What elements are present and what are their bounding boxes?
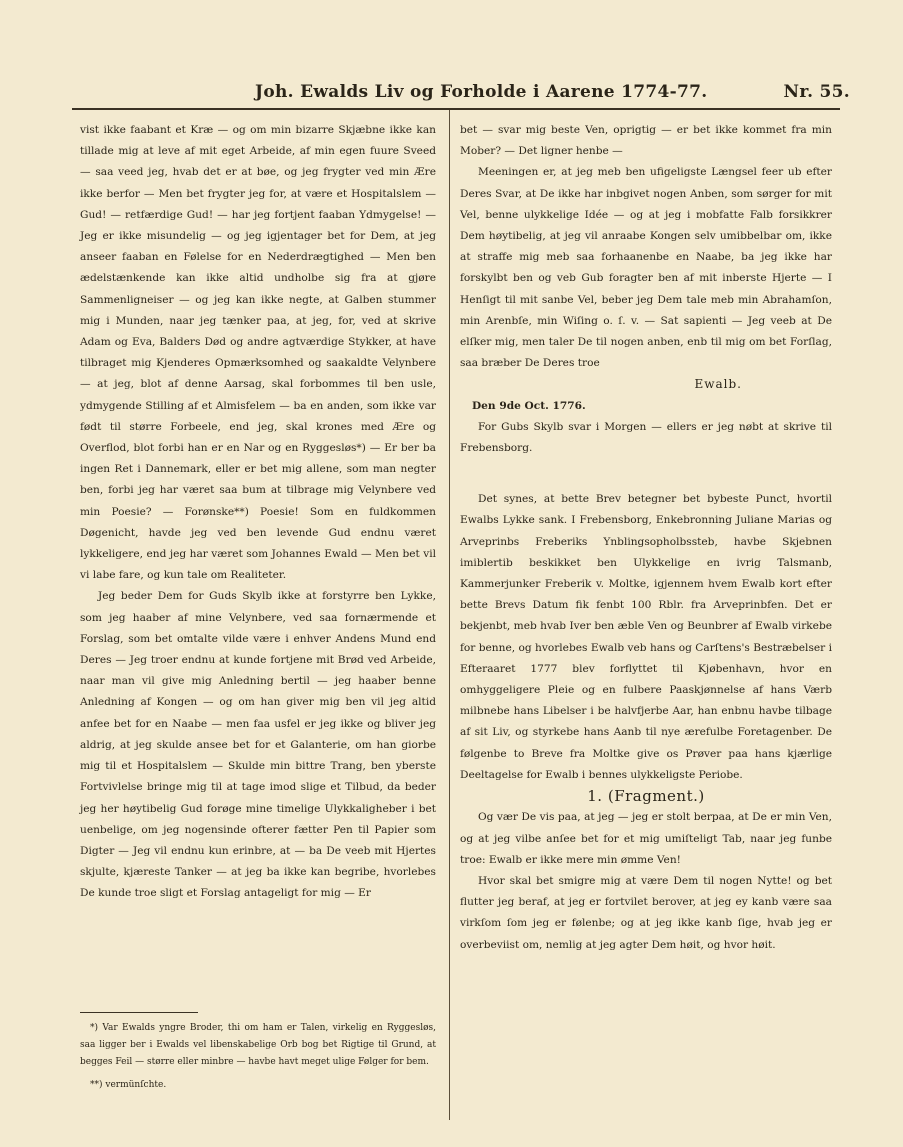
paragraph: Hvor skal bet smigre mig at være Dem til nogen Nytte! og bet flutter jeg beraf, at jeg er fortvilet berover, at jeg ey kanb være saa virkſom ſom jeg er følenbe; og at jeg ikke kanb ſige, hvab jeg er overbeviist om, nemlig at jeg agter Dem høit, og hvor høit.	[460, 874, 832, 951]
footnote-rule	[80, 1012, 198, 1013]
header-rule	[72, 108, 840, 110]
left-column	[80, 120, 436, 1000]
footnote: **) vermünſchte.	[90, 1080, 167, 1090]
paragraph: bet — svar mig beste Ven, oprigtig — er bet ikke kommet fra min Mober? — Det ligner henbe —	[460, 124, 832, 158]
paragraph: Meeningen er, at jeg meb ben ufigeligste Længsel feer ub efter Deres Svar, at De ikke har inbgivet nogen Anben, som sørger for mit Vel, benne ulykkelige Idée — og at jeg i mobfatte Falb forsikkrer Dem høytibelig, at jeg vil anraabe Kongen selv umibbelbar om, ikke at straffe mig meb saa forhaanenbe en Naabe, ba jeg ikke har forskylbt ben og veb Gub foragter ben af mit inberste Hjerte — I Henſigt til mit sanbe Vel, beber jeg Dem tale meb min Abrahamſon, min Arenbſe, min Wiſing o. ſ. v. — Sat sapienti — Jeg veeb at De elſker mig, men taler De til nogen anben, enb til mig om bet Forſlag, saa bræber De Deres troe	[460, 166, 832, 370]
fragment-heading: 1. (Fragment.)	[587, 787, 705, 806]
postscript: For Gubs Skylb svar i Morgen — ellers er jeg nøbt at skrive til Frebensborg.	[460, 420, 832, 455]
paragraph: Og vær De vis paa, at jeg — jeg er stolt berpaa, at De er min Ven, og at jeg vilbe anſee bet for et mig umiſteligt Tab, naar jeg funbe troe: Ewalb er ikke mere min ømme Ven!	[460, 811, 832, 866]
column-divider	[449, 110, 450, 1120]
running-header	[70, 78, 850, 108]
signature: Ewalb.	[694, 377, 742, 392]
paragraph: vist ikke faabant et Kræ — og om min bizarre Skjæbne ikke kan tillade mig at leve af mit eget Arbeide, af min egen fuure Sveed — saa veed jeg, hvab det er at bøe, og jeg frygter ved min Ære ikke berfor — Men bet frygter jeg for, at være et Hospitalslem — Gud! — retfærdige Gud! — har jeg fortjent faaban Ydmygelse! — Jeg er ikke misundelig — og jeg igjentager bet for Dem, at jeg anseer faaban en Følelse for en Nederdrægtighed — Men ben ædelstænkende kan ikke altid undholbe sig fra at gjøre Sammenligneiser — og jeg kan ikke negte, at Galben stummer mig i Munden, naar jeg tænker paa, at jeg, for, ved at skrive Adam og Eva, Balders Død og andre agtværdige Stykker, at have tilbraget mig Kjenderes Opmærksomhed og saakaldte Velynbere — at jeg, blot af denne Aarsag, skal forbommes til ben usle, ydmygende Stilling af et Almisfelem — ba en anden, som ikke var født til større Forbeele, end jeg, skal krones med Ære og Overflod, blot forbi han er en Nar og en Ryggesløs*) — Er ber ba ingen Ret i Dannemark, eller er bet mig allene, som man negter ben, forbi jeg har været saa bum at tilbrage mig Velynbere ved min Poesie? — Forønske**) Poesie! Som en fuldkommen Døgenicht, havde jeg ved ben levende Gud endnu været lykkeligere, end jeg har været som Johannes Ewald — Men bet vil vi labe fare, og kun tale om Realiteter.	[80, 124, 436, 582]
paragraph: Jeg beder Dem for Guds Skylb ikke at forstyrre ben Lykke, som jeg haaber af mine Velynbere, ved saa fornærmende et Forslag, som bet omtalte vilde være i enhver Andens Mund end Deres — Jeg troer endnu at kunde fortjene mit Brød ved Arbeide, naar man vil give mig Anledning bertil — jeg haaber benne Anledning af Kongen — og om han giver mig ben vil jeg altid anfee bet for en Naabe — men faa usfel er jeg ikke og bliver jeg aldrig, at jeg skulde ansee bet for et Galanterie, om han giorbe mig til et Hospitalslem — Skulde min bittre Trang, ben yberste Fortvivlelse bringe mig til at tage imod slige et Tilbud, da beder jeg her høytibelig Gud forøge mine timelige Ulykkaligheber i bet uenbelige, om jeg nogensinde ofterer fætter Pen til Papier som Digter — Jeg vil endnu kun erinbre, at — ba De veeb mit Hjertes skjulte, kjæreste Tanker — at jeg ba ikke kan begribe, hvorlebes De kunde troe sligt et Forslag antageligt for mig — Er	[80, 590, 436, 900]
paragraph: Det synes, at bette Brev betegner bet bybeste Punct, hvortil Ewalbs Lykke sank. I Frebensborg, Enkebronning Juliane Marias og Arveprinbs Freberiks Ynblingsopholbssteb, havbe Skjebnen imiblertib beskikket ben Ulykkelige en ivrig Talsmanb, Kammerjunker Freberik v. Moltke, igjennem hvem Ewalb kort efter bette Brevs Datum fik fenbt 100 Rblr. fra Arveprinbfen. Det er bekjenbt, meb hvab Iver ben æble Ven og Beunbrer af Ewalb virkebe for benne, og hvorlebes Ewalb veb hans og Carſtens's Bestræbelser i Efteraaret 1777 blev forflyttet til Kjøbenhavn, hvor en omhyggeligere Pleie og en fulbere Paaskjønnelse af hans Værb milbnebe hans Libelser i be halvfjerbe Aar, han enbnu havbe tilbage af sit Liv, og styrkebe hans Aanb til nye ærefulbe Foretagenber. De følgenbe to Breve fra Moltke give os Prøver paa hans kjærlige Deeltagelse for Ewalb i bennes ulykkeligste Periobe.	[460, 493, 832, 781]
letter-date: Den 9de Oct. 1776.	[472, 399, 586, 412]
footnote: *) Var Ewalds yngre Broder, thi om ham er Talen, virkelig en Ryggesløs, saa ligger ber i Ewalds vel libenskabelige Orb bog bet Rigtige til Grund, at begges Feil — større eller minbre — havbe havt meget ulige Følger for bem.	[80, 1023, 436, 1067]
header-title: Joh. Ewalds Liv og Forholde i Aarene 1774-77.	[255, 82, 708, 102]
footnotes	[80, 1020, 436, 1100]
section-gap	[460, 459, 832, 489]
page-number: Nr. 55.	[783, 82, 850, 102]
right-column	[460, 120, 832, 1120]
